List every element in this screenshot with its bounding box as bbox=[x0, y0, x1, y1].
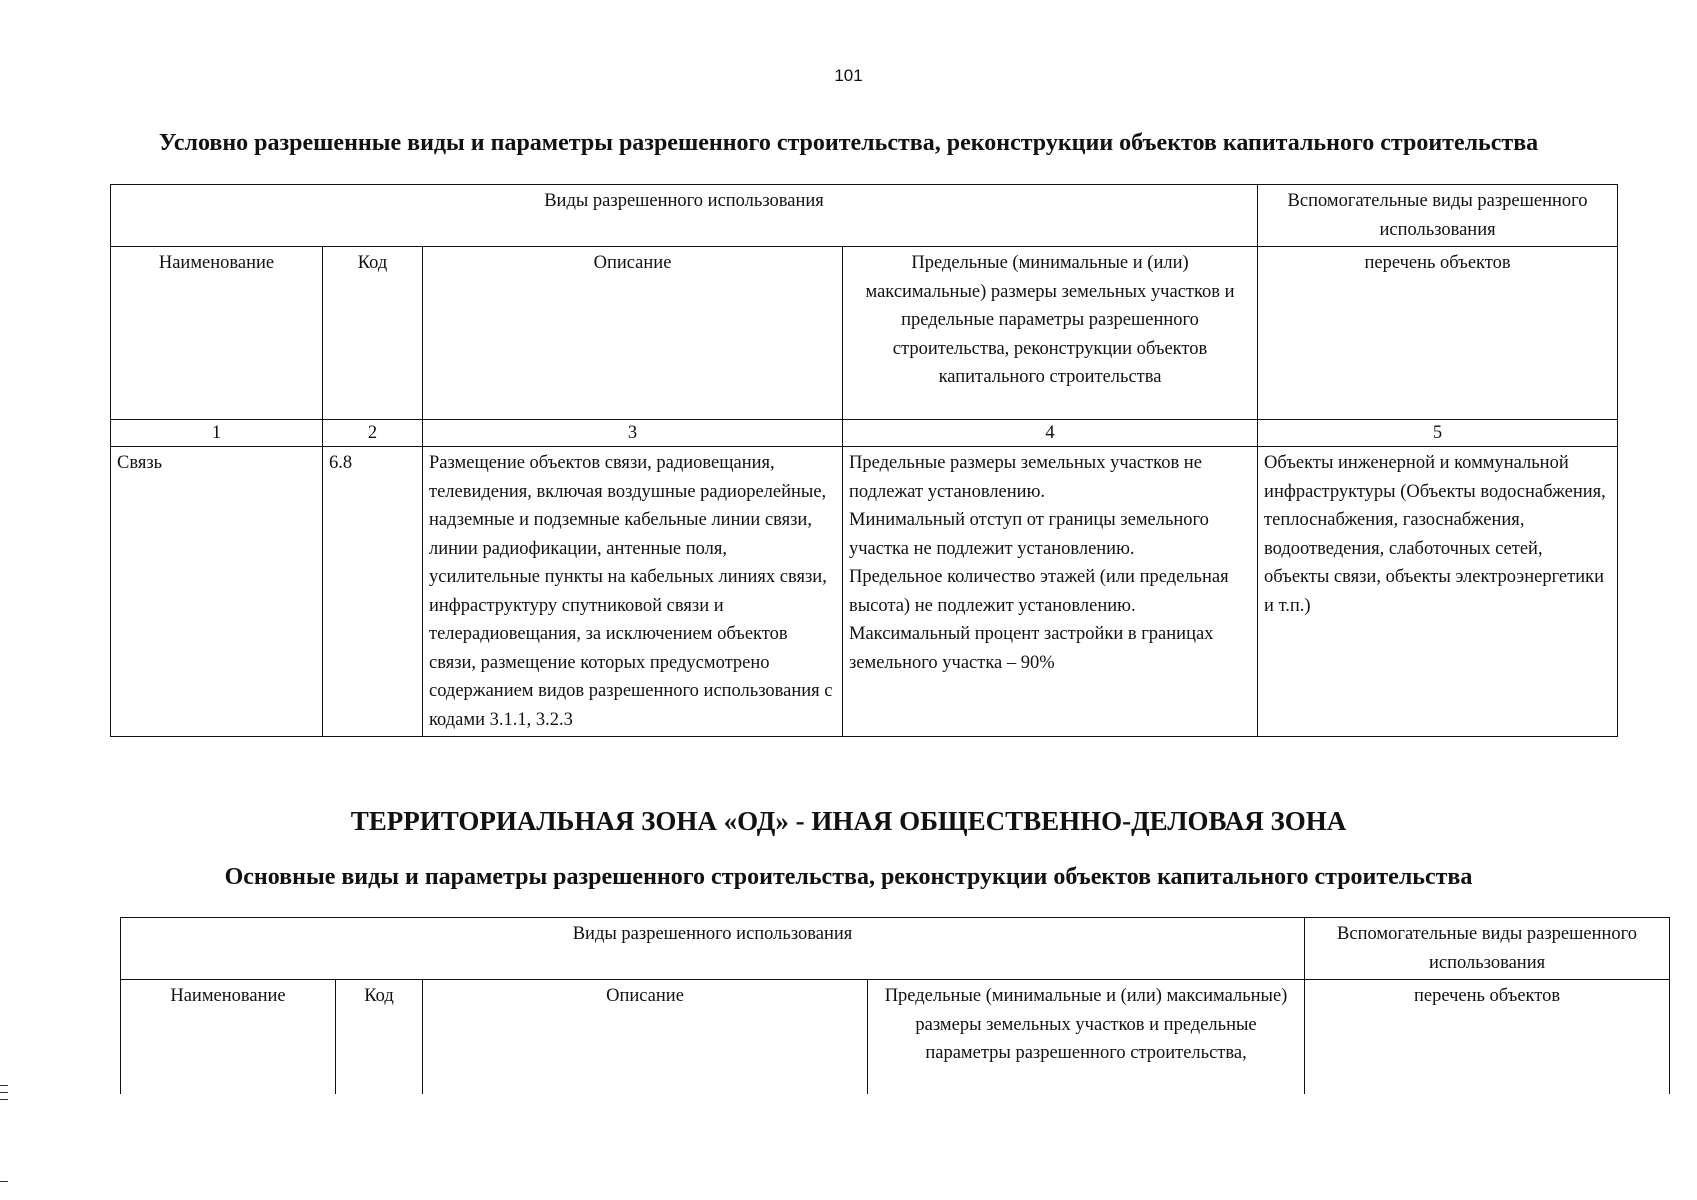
table-column-header-row bbox=[111, 247, 1618, 420]
scan-edge-mark bbox=[0, 1181, 8, 1182]
limit-item: Предельное количество этажей (или предельная высота) не подлежит установлению. bbox=[849, 567, 1229, 616]
limit-item: Минимальный отступ от границы земельного участка не подлежит установлению. bbox=[849, 510, 1209, 559]
col-description-header: Описание bbox=[423, 980, 868, 1095]
scan-edge-mark bbox=[0, 1092, 8, 1093]
column-number: 2 bbox=[323, 420, 423, 447]
column-number: 3 bbox=[423, 420, 843, 447]
group-header: Виды разрешенного использования bbox=[111, 185, 1258, 247]
row-limits bbox=[843, 447, 1258, 737]
row-code: 6.8 bbox=[323, 447, 423, 737]
column-number: 1 bbox=[111, 420, 323, 447]
table-group-header-row bbox=[121, 918, 1670, 980]
row-description: Размещение объектов связи, радиовещания, телевидения, включая воздушные радиорелейные, надземные и подземные кабельные линии связи, линии радиофикации, антенные поля, усилительные пункты на кабельных линиях связи, инфраструктуру спутниковой связи и телерадиовещания, за исключением объектов связи, размещение которых предусмотрено содержанием видов разрешенного использования с кодами 3.1.1, 3.2.3 bbox=[423, 447, 843, 737]
col-objects-header: перечень объектов bbox=[1305, 980, 1670, 1095]
zone-title: ТЕРРИТОРИАЛЬНАЯ ЗОНА «ОД» - ИНАЯ ОБЩЕСТВЕННО-ДЕЛОВАЯ ЗОНА bbox=[350, 806, 1347, 836]
scan-edge-mark bbox=[0, 1085, 8, 1086]
aux-header: Вспомогательные виды разрешенного использования bbox=[1258, 185, 1618, 247]
col-limits-header: Предельные (минимальные и (или) максимальные) размеры земельных участков и предельные параметры разрешенного строительства, реконструкции объектов капитального строительства bbox=[843, 247, 1258, 420]
table-row bbox=[111, 447, 1618, 737]
col-code-header: Код bbox=[323, 247, 423, 420]
section1-title: Условно разрешенные виды и параметры разрешенного строительства, реконструкции объектов капитального строительства bbox=[158, 130, 1539, 156]
col-name-header: Наименование bbox=[121, 980, 336, 1095]
col-description-header: Описание bbox=[423, 247, 843, 420]
row-objects: Объекты инженерной и коммунальной инфраструктуры (Объекты водоснабжения, теплоснабжения, газоснабжения, водоотведения, слаботочных сетей, объекты связи, объекты электроэнергетики и т.п.) bbox=[1258, 447, 1618, 737]
table-column-header-row bbox=[121, 980, 1670, 1095]
page-number: 101 bbox=[834, 66, 863, 85]
scan-edge-mark bbox=[0, 1099, 8, 1100]
col-objects-header: перечень объектов bbox=[1258, 247, 1618, 420]
main-uses-table bbox=[120, 917, 1670, 1094]
limit-item: Предельные размеры земельных участков не подлежат установлению. bbox=[849, 453, 1202, 502]
aux-header: Вспомогательные виды разрешенного использования bbox=[1305, 918, 1670, 980]
column-number: 4 bbox=[843, 420, 1258, 447]
section2-title: Основные виды и параметры разрешенного строительства, реконструкции объектов капитального строительства bbox=[224, 864, 1473, 890]
col-limits-header: Предельные (минимальные и (или) максимальные) размеры земельных участков и предельные параметры разрешенного строительства, bbox=[868, 980, 1305, 1095]
column-number: 5 bbox=[1258, 420, 1618, 447]
column-number-row bbox=[111, 420, 1618, 447]
col-code-header: Код bbox=[336, 980, 423, 1095]
col-name-header: Наименование bbox=[111, 247, 323, 420]
limit-item: Максимальный процент застройки в границах земельного участка – 90% bbox=[849, 624, 1214, 673]
table-group-header-row bbox=[111, 185, 1618, 247]
group-header: Виды разрешенного использования bbox=[121, 918, 1305, 980]
conditional-uses-table bbox=[110, 184, 1618, 737]
row-name: Связь bbox=[111, 447, 323, 737]
